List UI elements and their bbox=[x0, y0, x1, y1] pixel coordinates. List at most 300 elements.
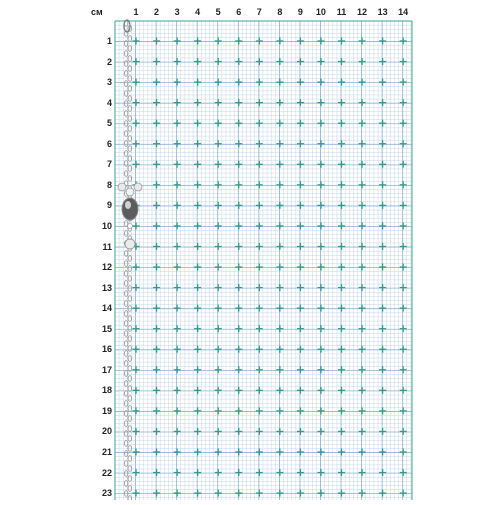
cross-marker bbox=[235, 140, 242, 147]
charm-bead bbox=[128, 224, 133, 229]
cross-marker bbox=[359, 161, 366, 168]
row-label: 13 bbox=[101, 282, 112, 293]
cross-marker bbox=[256, 490, 263, 497]
cross-marker bbox=[338, 264, 345, 271]
cross-marker bbox=[317, 325, 324, 332]
cross-marker bbox=[194, 181, 201, 188]
cross-marker bbox=[174, 120, 181, 127]
row-label: 17 bbox=[101, 364, 112, 375]
cross-marker bbox=[338, 449, 345, 456]
cross-marker bbox=[235, 161, 242, 168]
cross-marker bbox=[359, 407, 366, 414]
cross-marker bbox=[153, 181, 160, 188]
cross-marker bbox=[317, 366, 324, 373]
cross-marker bbox=[359, 469, 366, 476]
cross-marker bbox=[174, 264, 181, 271]
fine-grid-lines bbox=[115, 21, 412, 500]
row-label: 22 bbox=[101, 467, 112, 478]
chain-link bbox=[128, 416, 132, 422]
cross-marker bbox=[153, 305, 160, 312]
cross-marker bbox=[276, 284, 283, 291]
cross-marker bbox=[297, 181, 304, 188]
cross-marker bbox=[297, 264, 304, 271]
cross-marker bbox=[256, 99, 263, 106]
cross-marker bbox=[133, 38, 140, 45]
cross-marker bbox=[400, 407, 407, 414]
chain-link bbox=[128, 256, 132, 262]
cross-marker bbox=[133, 387, 140, 394]
cross-marker bbox=[276, 469, 283, 476]
cross-marker bbox=[359, 305, 366, 312]
cross-marker bbox=[276, 387, 283, 394]
cross-marker bbox=[317, 140, 324, 147]
cross-marker bbox=[153, 407, 160, 414]
cross-marker bbox=[297, 387, 304, 394]
cross-marker bbox=[235, 407, 242, 414]
cross-marker bbox=[379, 346, 386, 353]
cross-marker bbox=[400, 243, 407, 250]
cross-marker bbox=[400, 161, 407, 168]
chain-link bbox=[128, 406, 132, 412]
cross-marker bbox=[215, 428, 222, 435]
cross-marker bbox=[256, 387, 263, 394]
column-label: 10 bbox=[315, 7, 326, 17]
cross-marker bbox=[153, 428, 160, 435]
row-label: 21 bbox=[101, 447, 112, 457]
cross-marker bbox=[379, 325, 386, 332]
cross-marker bbox=[174, 449, 181, 456]
chain-link bbox=[128, 486, 132, 492]
row-label: 5 bbox=[106, 118, 112, 129]
cross-marker bbox=[297, 243, 304, 250]
cross-marker bbox=[400, 58, 407, 65]
cross-marker bbox=[256, 243, 263, 250]
cross-marker bbox=[276, 325, 283, 332]
cross-marker bbox=[133, 79, 140, 86]
cross-marker bbox=[338, 99, 345, 106]
cross-marker bbox=[133, 222, 140, 229]
cross-marker bbox=[256, 79, 263, 86]
column-label: 12 bbox=[357, 7, 368, 17]
cross-marker bbox=[400, 120, 407, 127]
cross-marker bbox=[379, 387, 386, 394]
cross-marker bbox=[276, 140, 283, 147]
cross-marker bbox=[215, 120, 222, 127]
cross-marker bbox=[359, 181, 366, 188]
cross-marker bbox=[276, 38, 283, 45]
chain-link bbox=[128, 136, 132, 142]
cross-marker bbox=[379, 264, 386, 271]
cross-marker bbox=[194, 387, 201, 394]
cross-marker bbox=[174, 428, 181, 435]
unit-label: см bbox=[91, 7, 103, 17]
chain-link bbox=[128, 336, 132, 342]
row-label: 4 bbox=[106, 97, 112, 108]
cross-marker bbox=[174, 366, 181, 373]
cross-marker bbox=[256, 202, 263, 209]
cross-marker bbox=[256, 305, 263, 312]
cross-marker bbox=[174, 243, 181, 250]
cross-marker bbox=[235, 346, 242, 353]
cross-marker bbox=[317, 490, 324, 497]
cross-marker bbox=[133, 346, 140, 353]
cross-marker bbox=[297, 469, 304, 476]
column-label: 13 bbox=[377, 7, 388, 17]
column-label: 11 bbox=[336, 7, 347, 17]
cross-marker bbox=[317, 264, 324, 271]
chain-link bbox=[128, 116, 132, 122]
cross-marker bbox=[359, 79, 366, 86]
cross-marker bbox=[338, 490, 345, 497]
cross-marker bbox=[400, 140, 407, 147]
cross-marker bbox=[297, 79, 304, 86]
cross-marker bbox=[215, 243, 222, 250]
cross-marker bbox=[153, 202, 160, 209]
cross-marker bbox=[297, 325, 304, 332]
cross-marker bbox=[379, 490, 386, 497]
cross-marker bbox=[379, 428, 386, 435]
row-label: 14 bbox=[101, 303, 112, 314]
cross-marker bbox=[379, 161, 386, 168]
cross-marker bbox=[133, 120, 140, 127]
chain-link bbox=[128, 56, 132, 62]
cross-marker bbox=[194, 243, 201, 250]
chain-link bbox=[128, 166, 132, 172]
cross-marker bbox=[174, 222, 181, 229]
row-label: 1 bbox=[106, 36, 112, 46]
cross-marker bbox=[276, 58, 283, 65]
cross-marker bbox=[359, 387, 366, 394]
cross-marker bbox=[317, 79, 324, 86]
cross-marker bbox=[317, 428, 324, 435]
chain-link bbox=[128, 176, 132, 182]
row-label: 11 bbox=[102, 241, 112, 252]
cross-marker bbox=[359, 264, 366, 271]
cross-marker bbox=[400, 284, 407, 291]
cross-marker bbox=[174, 58, 181, 65]
cross-marker bbox=[235, 387, 242, 394]
cross-marker bbox=[256, 38, 263, 45]
cross-marker bbox=[297, 161, 304, 168]
cross-marker bbox=[276, 161, 283, 168]
column-label: 4 bbox=[195, 7, 201, 17]
grid-frame bbox=[115, 21, 412, 500]
cross-marker bbox=[215, 99, 222, 106]
cross-marker bbox=[174, 469, 181, 476]
cross-marker bbox=[276, 99, 283, 106]
row-label: 20 bbox=[101, 426, 112, 437]
cross-marker bbox=[379, 243, 386, 250]
cross-marker bbox=[235, 222, 242, 229]
cross-marker bbox=[338, 140, 345, 147]
cross-marker bbox=[215, 58, 222, 65]
cross-marker bbox=[338, 366, 345, 373]
cross-marker bbox=[359, 490, 366, 497]
major-grid-lines bbox=[115, 21, 412, 500]
cross-marker bbox=[235, 243, 242, 250]
chain-link bbox=[128, 46, 132, 52]
cross-marker bbox=[153, 58, 160, 65]
chain-link bbox=[128, 346, 132, 352]
chain-link bbox=[128, 126, 132, 132]
cross-marker bbox=[379, 120, 386, 127]
cross-marker bbox=[297, 284, 304, 291]
chain-link bbox=[128, 426, 132, 432]
cross-marker bbox=[276, 243, 283, 250]
cross-marker bbox=[338, 120, 345, 127]
cross-marker bbox=[215, 490, 222, 497]
column-label: 5 bbox=[215, 7, 221, 17]
cross-marker bbox=[215, 202, 222, 209]
cross-marker bbox=[256, 222, 263, 229]
cross-marker bbox=[276, 407, 283, 414]
cross-marker bbox=[317, 58, 324, 65]
cross-marker bbox=[317, 469, 324, 476]
cross-marker bbox=[276, 202, 283, 209]
cross-marker bbox=[400, 38, 407, 45]
cross-marker bbox=[194, 469, 201, 476]
cross-marker bbox=[215, 346, 222, 353]
cross-marker bbox=[379, 305, 386, 312]
cross-marker bbox=[153, 284, 160, 291]
cross-marker bbox=[194, 202, 201, 209]
cross-marker bbox=[317, 407, 324, 414]
cross-marker bbox=[338, 428, 345, 435]
cross-marker bbox=[359, 140, 366, 147]
cross-marker bbox=[256, 469, 263, 476]
cross-marker bbox=[297, 366, 304, 373]
cross-marker bbox=[379, 181, 386, 188]
cross-marker bbox=[297, 140, 304, 147]
cross-marker bbox=[133, 58, 140, 65]
cross-marker bbox=[153, 387, 160, 394]
cross-marker bbox=[276, 428, 283, 435]
cross-marker bbox=[400, 366, 407, 373]
cross-marker bbox=[194, 407, 201, 414]
row-label: 19 bbox=[101, 405, 112, 416]
cross-marker bbox=[194, 99, 201, 106]
cross-marker bbox=[235, 99, 242, 106]
chain-link bbox=[128, 276, 132, 282]
cross-marker bbox=[174, 305, 181, 312]
cross-marker bbox=[338, 346, 345, 353]
cross-marker bbox=[153, 99, 160, 106]
cross-marker bbox=[297, 38, 304, 45]
cross-marker bbox=[194, 346, 201, 353]
cross-marker bbox=[133, 264, 140, 271]
cross-marker bbox=[215, 38, 222, 45]
cross-marker bbox=[215, 284, 222, 291]
cross-marker bbox=[297, 428, 304, 435]
cross-marker bbox=[400, 490, 407, 497]
cross-marker bbox=[235, 181, 242, 188]
column-label: 9 bbox=[297, 7, 303, 17]
row-label: 12 bbox=[101, 262, 112, 273]
column-label: 2 bbox=[154, 7, 160, 17]
cross-marker bbox=[194, 140, 201, 147]
cross-marker bbox=[133, 284, 140, 291]
cross-marker bbox=[297, 305, 304, 312]
cross-marker bbox=[338, 161, 345, 168]
cross-marker bbox=[338, 305, 345, 312]
cross-marker bbox=[359, 346, 366, 353]
row-label: 16 bbox=[101, 344, 112, 355]
cross-marker bbox=[235, 428, 242, 435]
cross-marker bbox=[359, 366, 366, 373]
cross-marker bbox=[215, 387, 222, 394]
cross-marker bbox=[276, 181, 283, 188]
column-label: 8 bbox=[277, 7, 283, 17]
cross-marker bbox=[215, 449, 222, 456]
cross-marker bbox=[400, 428, 407, 435]
cross-marker bbox=[400, 469, 407, 476]
row-label: 7 bbox=[106, 159, 112, 170]
cross-marker bbox=[153, 264, 160, 271]
cross-marker bbox=[133, 366, 140, 373]
column-label: 14 bbox=[398, 7, 409, 17]
cross-marker bbox=[256, 284, 263, 291]
cross-marker bbox=[215, 161, 222, 168]
cross-marker bbox=[359, 99, 366, 106]
cross-marker bbox=[359, 428, 366, 435]
cross-marker bbox=[359, 38, 366, 45]
cross-marker bbox=[338, 469, 345, 476]
cross-marker bbox=[235, 284, 242, 291]
cross-marker bbox=[400, 99, 407, 106]
cross-marker bbox=[317, 305, 324, 312]
cross-marker bbox=[400, 264, 407, 271]
cross-marker bbox=[174, 99, 181, 106]
cross-marker bbox=[400, 387, 407, 394]
cross-marker bbox=[359, 202, 366, 209]
cross-marker bbox=[379, 366, 386, 373]
row-label: 8 bbox=[106, 179, 112, 190]
chain-link bbox=[128, 316, 132, 322]
cross-marker bbox=[338, 387, 345, 394]
cross-marker bbox=[256, 325, 263, 332]
cross-marker bbox=[215, 264, 222, 271]
cross-marker bbox=[338, 181, 345, 188]
cross-marker bbox=[276, 449, 283, 456]
chain-link bbox=[128, 106, 132, 112]
cross-marker bbox=[317, 284, 324, 291]
cross-marker bbox=[400, 181, 407, 188]
cross-marker bbox=[133, 469, 140, 476]
chain-link bbox=[128, 356, 132, 362]
cross-marker bbox=[153, 161, 160, 168]
row-label: 23 bbox=[101, 488, 112, 499]
cross-marker bbox=[359, 222, 366, 229]
cross-marker bbox=[338, 58, 345, 65]
cross-marker bbox=[276, 222, 283, 229]
cross-marker bbox=[379, 222, 386, 229]
cross-marker bbox=[215, 366, 222, 373]
cross-marker bbox=[297, 407, 304, 414]
cross-marker bbox=[379, 58, 386, 65]
cross-marker bbox=[174, 202, 181, 209]
cross-marker bbox=[153, 38, 160, 45]
cross-marker bbox=[194, 161, 201, 168]
cross-marker bbox=[317, 38, 324, 45]
cross-marker bbox=[256, 181, 263, 188]
cross-marker bbox=[235, 325, 242, 332]
charm-bead bbox=[134, 183, 142, 191]
cross-marker bbox=[256, 346, 263, 353]
cross-marker bbox=[297, 490, 304, 497]
cross-marker bbox=[174, 161, 181, 168]
cross-marker bbox=[256, 140, 263, 147]
cross-marker bbox=[317, 387, 324, 394]
cross-marker bbox=[133, 140, 140, 147]
cross-marker bbox=[235, 58, 242, 65]
cross-marker bbox=[194, 490, 201, 497]
chain-link bbox=[128, 476, 132, 482]
charm-pendant bbox=[122, 198, 138, 220]
cross-marker bbox=[317, 181, 324, 188]
cross-marker bbox=[276, 79, 283, 86]
cross-marker bbox=[153, 140, 160, 147]
cross-marker bbox=[317, 161, 324, 168]
cross-marker bbox=[379, 202, 386, 209]
cross-marker bbox=[153, 449, 160, 456]
cross-marker bbox=[297, 346, 304, 353]
cross-marker bbox=[215, 325, 222, 332]
cross-marker bbox=[235, 120, 242, 127]
cross-marker bbox=[256, 58, 263, 65]
cross-marker bbox=[297, 202, 304, 209]
cross-marker bbox=[400, 79, 407, 86]
cross-marker bbox=[276, 120, 283, 127]
chain-link bbox=[128, 466, 132, 472]
row-label: 10 bbox=[101, 220, 112, 231]
row-label: 3 bbox=[106, 77, 112, 88]
cross-marker bbox=[359, 325, 366, 332]
cross-marker bbox=[338, 79, 345, 86]
cross-marker bbox=[153, 490, 160, 497]
charm-bead bbox=[118, 183, 126, 191]
chain-link bbox=[128, 36, 132, 42]
cross-marker bbox=[215, 140, 222, 147]
cross-marker bbox=[400, 449, 407, 456]
cross-marker bbox=[400, 202, 407, 209]
cross-marker bbox=[133, 428, 140, 435]
cross-marker bbox=[400, 325, 407, 332]
cross-marker bbox=[194, 325, 201, 332]
cross-marker bbox=[276, 346, 283, 353]
cross-marker bbox=[174, 490, 181, 497]
charm-highlight bbox=[125, 201, 131, 209]
cross-marker bbox=[297, 58, 304, 65]
cross-marker bbox=[359, 243, 366, 250]
cross-marker bbox=[317, 202, 324, 209]
row-label: 15 bbox=[101, 323, 112, 334]
chain-link bbox=[128, 96, 132, 102]
row-label: 2 bbox=[106, 56, 112, 67]
cross-marker bbox=[235, 202, 242, 209]
cross-marker bbox=[174, 325, 181, 332]
cross-marker bbox=[400, 305, 407, 312]
cross-marker bbox=[215, 79, 222, 86]
cross-marker bbox=[317, 243, 324, 250]
cross-marker bbox=[174, 79, 181, 86]
cross-marker bbox=[174, 140, 181, 147]
row-label: 6 bbox=[106, 138, 112, 149]
cross-marker bbox=[235, 366, 242, 373]
cross-marker bbox=[133, 407, 140, 414]
cross-marker bbox=[194, 366, 201, 373]
cross-marker bbox=[153, 325, 160, 332]
cross-marker bbox=[338, 284, 345, 291]
